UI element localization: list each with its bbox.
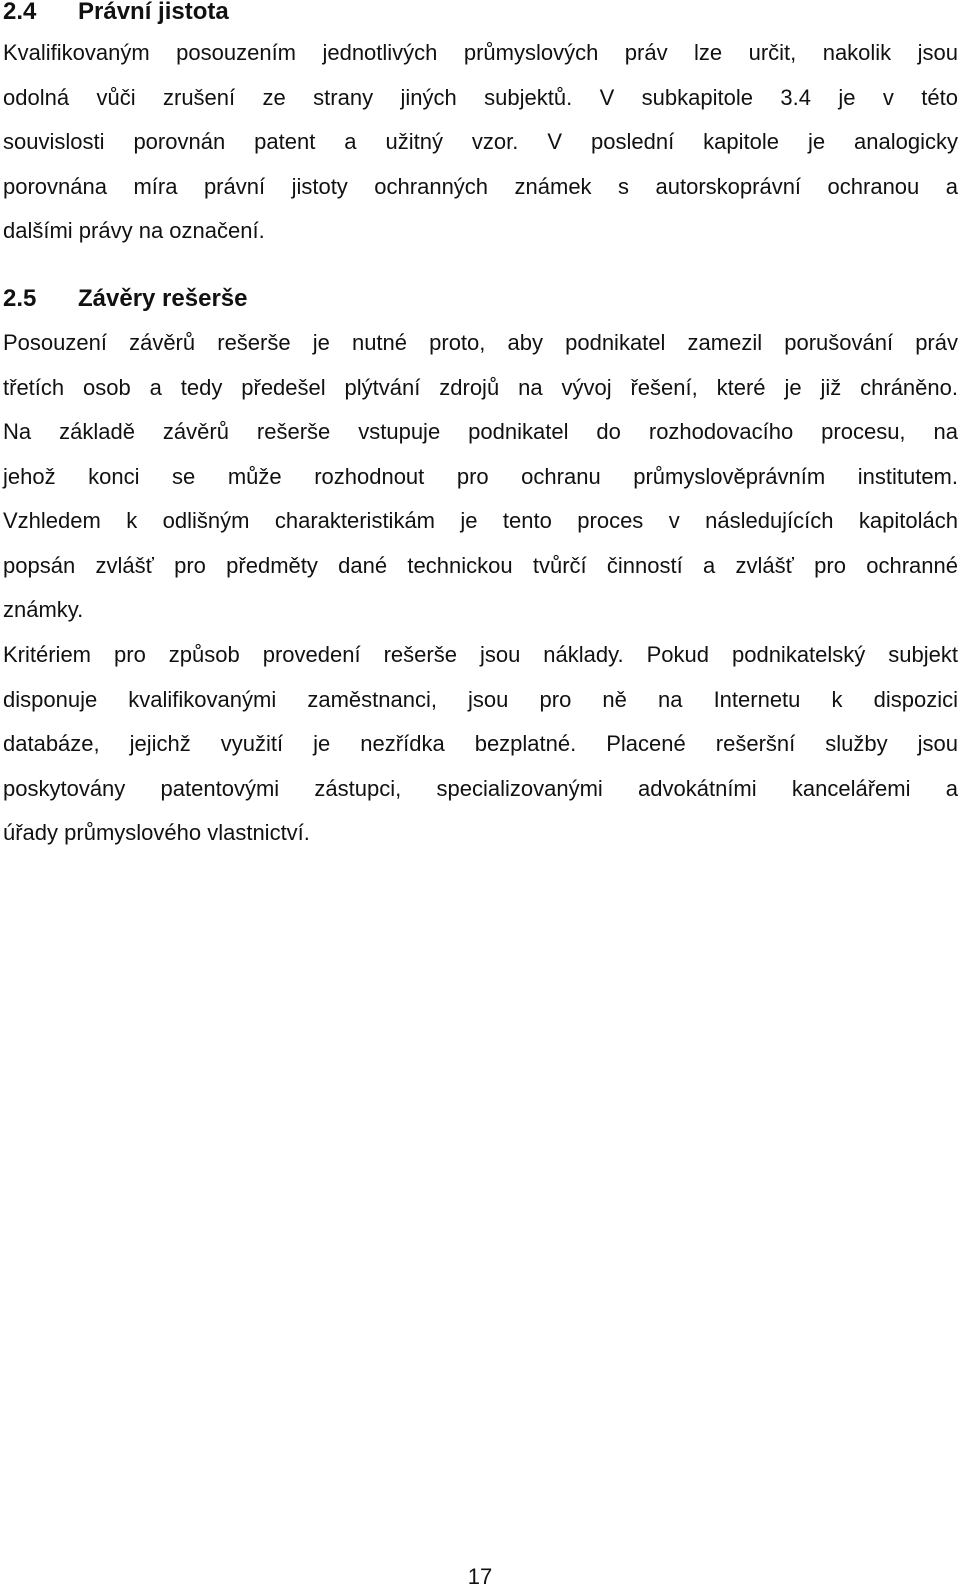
section-heading-2-5	[3, 287, 247, 311]
text-line: souvislosti porovnán patent a užitný vzor. V poslední kapitole je analogicky	[3, 129, 958, 154]
text-line: disponuje kvalifikovanými zaměstnanci, jsou pro ně na Internetu k dispozici	[3, 686, 958, 712]
text-line: Na základě závěrů rešerše vstupuje podnikatel do rozhodovacího procesu, na	[3, 419, 958, 444]
text-line: úřady průmyslového vlastnictví.	[3, 820, 310, 845]
section-number: 2.4	[3, 0, 37, 25]
section-number: 2.5	[3, 285, 37, 312]
text-line: poskytovány patentovými zástupci, specializovanými advokátními kancelářemi a	[3, 775, 958, 801]
text-line: Kritériem pro způsob provedení rešerše jsou náklady. Pokud podnikatelský subjekt	[3, 642, 958, 667]
text-line: porovnána míra právní jistoty ochranných známek s autorskoprávní ochranou a	[3, 173, 958, 199]
text-line: Posouzení závěrů rešerše je nutné proto, aby podnikatel zamezil porušování práv	[3, 330, 958, 355]
page-number: 17	[467, 1564, 493, 1589]
text-line: známky.	[3, 597, 84, 622]
text-line: dalšími právy na označení.	[3, 218, 265, 243]
section-heading-2-4	[3, 0, 229, 24]
text-line: databáze, jejichž využití je nezřídka bezplatné. Placené rešeršní služby jsou	[3, 731, 958, 756]
section-2-5-paragraph-2	[3, 633, 958, 856]
section-title: Závěry rešerše	[78, 285, 248, 312]
text-line: Vzhledem k odlišným charakteristikám je tento proces v následujících kapitolách	[3, 508, 958, 533]
text-line: Kvalifikovaným posouzením jednotlivých průmyslových práv lze určit, nakolik jsou	[3, 40, 958, 65]
text-line: jehož konci se může rozhodnout pro ochranu průmyslověprávním institutem.	[3, 463, 958, 489]
text-line: odolná vůči zrušení ze strany jiných subjektů. V subkapitole 3.4 je v této	[3, 84, 958, 110]
section-2-5-paragraph-1	[3, 321, 958, 633]
text-line: třetích osob a tedy předešel plýtvání zdrojů na vývoj řešení, které je již chráněno.	[3, 374, 958, 400]
text-line: popsán zvlášť pro předměty dané technickou tvůrčí činností a zvlášť pro ochranné	[3, 552, 958, 578]
section-2-4-paragraph	[3, 31, 958, 254]
section-title: Právní jistota	[78, 0, 229, 25]
